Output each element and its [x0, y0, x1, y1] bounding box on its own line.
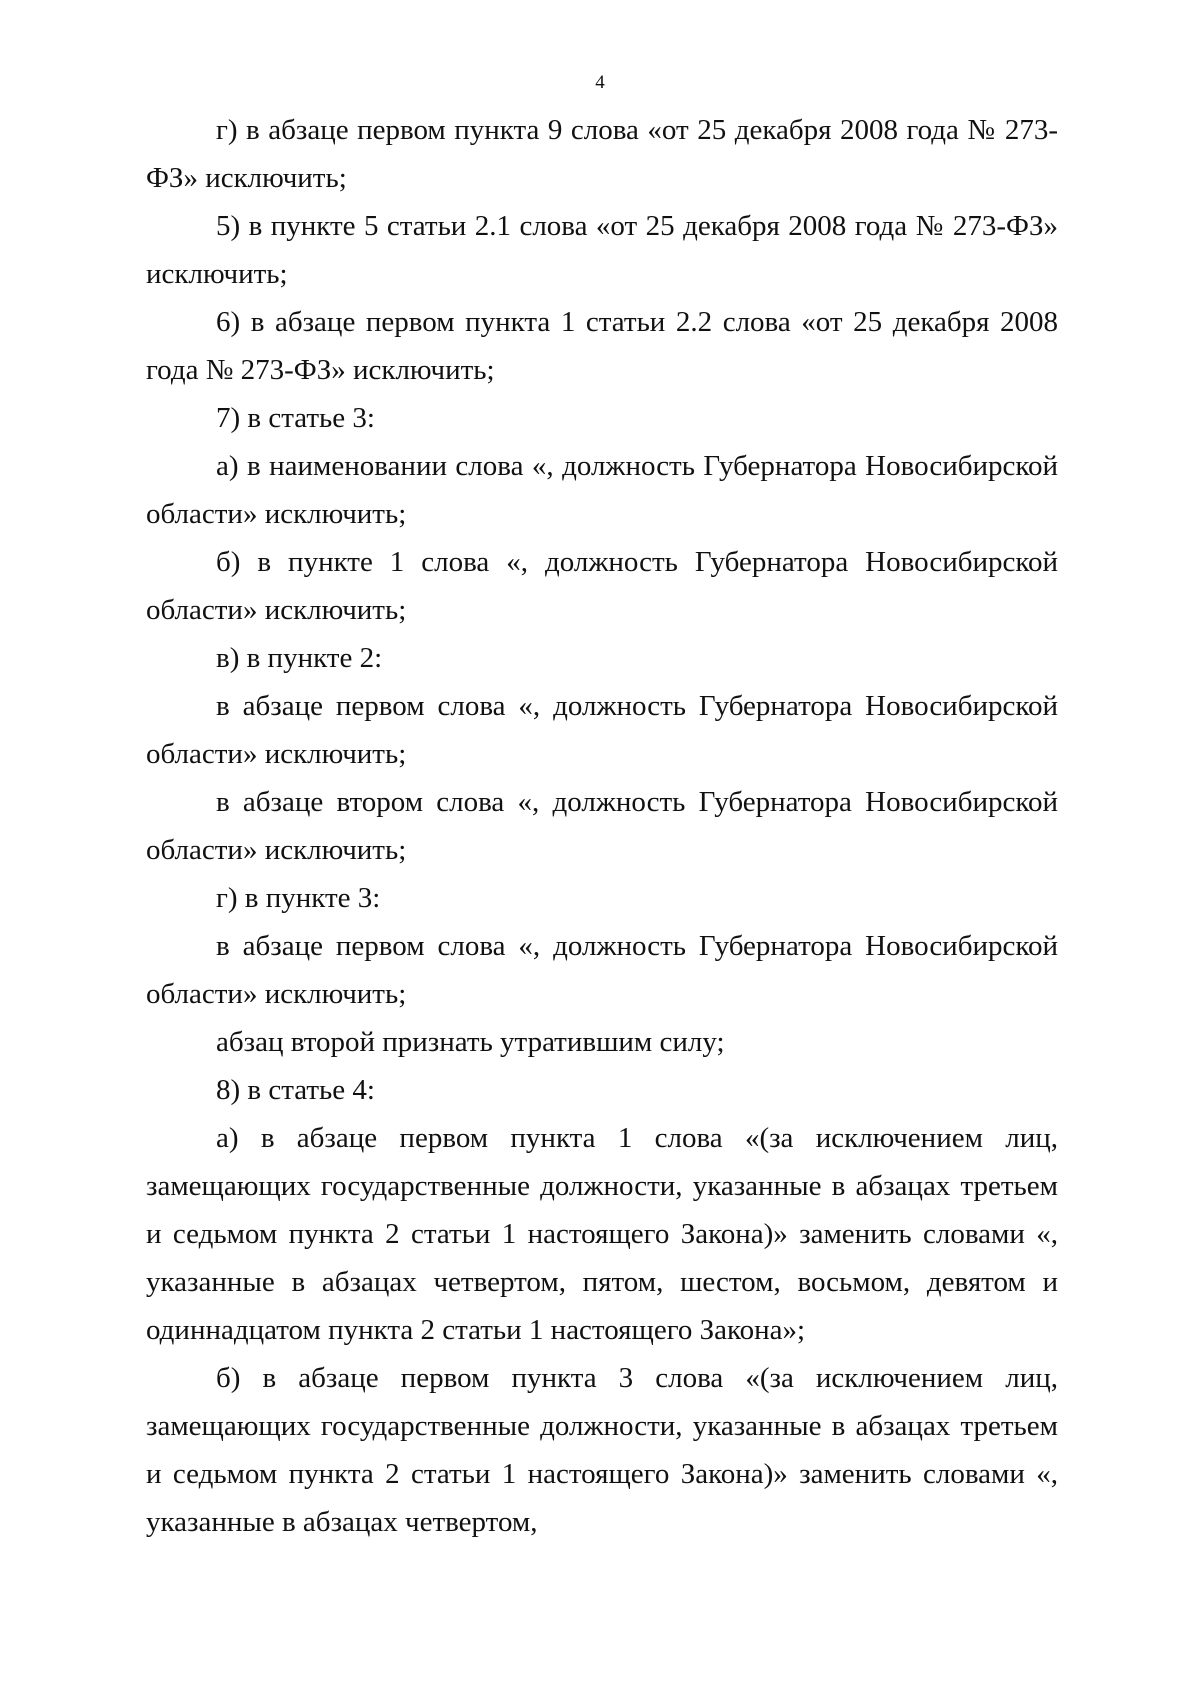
- paragraph: в абзаце первом слова «, должность Губернатора Новосибирской области» исключить;: [146, 690, 1058, 770]
- paragraph: а) в наименовании слова «, должность Губернатора Новосибирской области» исключить;: [146, 450, 1058, 530]
- paragraph: б) в пункте 1 слова «, должность Губернатора Новосибирской области» исключить;: [146, 546, 1058, 626]
- paragraph: 8) в статье 4:: [216, 1074, 375, 1106]
- paragraph: в абзаце втором слова «, должность Губернатора Новосибирской области» исключить;: [146, 786, 1058, 866]
- paragraph: а) в абзаце первом пункта 1 слова «(за исключением лиц, замещающих государственные должности, указанные в абзацах третьем и седьмом пункта 2 статьи 1 настоящего Закона)» заменить словами «, указанные в абзацах четвертом, пятом, шестом, восьмом, девятом и одиннадцатом пункта 2 статьи 1 настоящего Закона»;: [146, 1122, 1058, 1346]
- paragraph: б) в абзаце первом пункта 3 слова «(за исключением лиц, замещающих государственные должности, указанные в абзацах третьем и седьмом пункта 2 статьи 1 настоящего Закона)» заменить словами «, указанные в абзацах четвертом,: [146, 1362, 1058, 1538]
- paragraph: в абзаце первом слова «, должность Губернатора Новосибирской области» исключить;: [146, 930, 1058, 1010]
- paragraph: 6) в абзаце первом пункта 1 статьи 2.2 слова «от 25 декабря 2008 года № 273-ФЗ» исключить;: [146, 306, 1058, 386]
- paragraph: г) в абзаце первом пункта 9 слова «от 25 декабря 2008 года № 273-ФЗ» исключить;: [146, 114, 1058, 194]
- paragraph: г) в пункте 3:: [216, 882, 381, 914]
- paragraph: 5) в пункте 5 статьи 2.1 слова «от 25 декабря 2008 года № 273-ФЗ» исключить;: [146, 210, 1058, 290]
- paragraph: 7) в статье 3:: [216, 402, 375, 434]
- paragraph: абзац второй признать утратившим силу;: [216, 1026, 725, 1058]
- document-body: [146, 106, 1058, 1546]
- paragraph: в) в пункте 2:: [216, 642, 383, 674]
- page-number: 4: [595, 72, 605, 93]
